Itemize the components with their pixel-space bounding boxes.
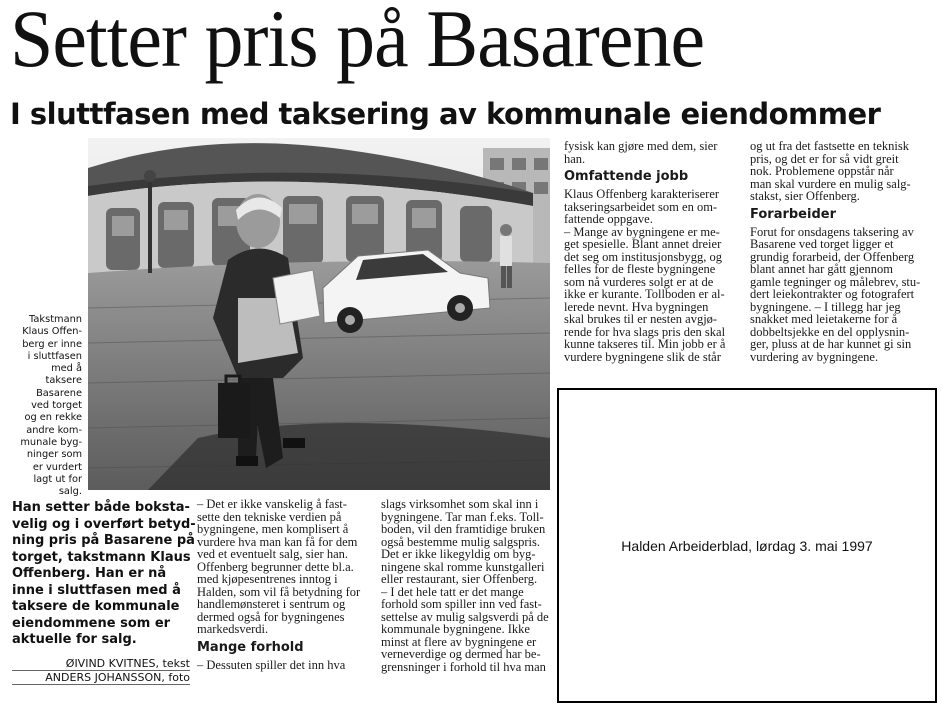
text-line: – I det hele tatt er det mange <box>381 584 524 599</box>
subhead-mange-forhold: Mange forhold <box>197 639 304 655</box>
text-line: bygningene. Tar man f.eks. Toll- <box>381 509 544 524</box>
text-line: som nå vurderes solgt er at de <box>564 274 714 289</box>
text-line: felles for de fleste bygningene <box>564 262 716 276</box>
text-line: minst at flere av bygningene er <box>381 634 537 649</box>
subhead-forarbeider: Forarbeider <box>750 206 836 222</box>
lead-line: eiendommene som er <box>12 615 171 631</box>
text-line: Offenberg begrunner dette bl.a. <box>197 559 354 574</box>
caption-line: er vurdert <box>32 461 82 473</box>
text-line: stakst, sier Offenberg. <box>750 189 860 203</box>
text-line: grundig forarbeid, der Offenberg <box>750 249 915 264</box>
text-line: dobbeltsjekke en del opplysnin- <box>750 324 910 339</box>
text-line: kunne takseres til. Min jobb er å <box>564 337 726 351</box>
text-line: rende for hva slags pris den skal <box>564 324 726 339</box>
text-line: takseringsarbeidet som en om- <box>564 199 718 214</box>
text-line: – Det er ikke vanskelig å fast- <box>197 497 347 511</box>
text-line: ikke er kurante. Tollboden er al- <box>564 287 725 301</box>
source-note: Halden Arbeiderblad, lørdag 3. mai 1997 <box>621 537 873 554</box>
byline <box>12 657 190 685</box>
text-line: lerede nevnt. Hva bygningen <box>564 299 709 314</box>
text-line: Basarene ved torget ligger et <box>750 237 894 251</box>
caption-line: i sluttfasen <box>27 350 82 362</box>
text-line: gamle tegninger og målebrev, stu- <box>750 274 921 289</box>
text-line: Forut for onsdagens taksering av <box>750 224 914 239</box>
text-line: sette den tekniske verdien på <box>197 509 342 524</box>
text-line: blant annet har gått gjennom <box>750 262 894 276</box>
text-line: – Dessuten spiller det inn hva <box>197 657 346 672</box>
text-line: settelse av mulig salgsverdi på de <box>381 609 549 624</box>
text-line: nok. Problemene oppstår når <box>750 164 894 178</box>
photo-caption <box>12 314 82 498</box>
caption-line: lagt ut for <box>33 473 82 485</box>
text-line: ved et eventuelt salg, sier han. <box>197 547 348 561</box>
caption-line: ved torget <box>31 400 82 412</box>
text-line: grensninger i forhold til hva man <box>381 659 546 674</box>
text-line: han. <box>564 151 586 166</box>
text-line: og ut fra det fastsette en teknisk <box>750 139 909 153</box>
text-line: boden, vil den framtidige bruken <box>381 522 546 536</box>
lead-line: Han setter både boksta- <box>12 500 190 515</box>
text-line: snakket med leietakerne for å <box>750 312 898 326</box>
text-line: også bestemme mulig salgspris. <box>381 534 541 549</box>
text-line: verneverdige og dermed har be- <box>381 647 541 661</box>
text-line: dermed også for bygningenes <box>197 609 345 624</box>
text-line: ningene skal romme kunstgalleri <box>381 559 545 574</box>
text-line: fysisk kan gjøre med dem, sier <box>564 139 718 153</box>
caption-line: salg. <box>58 486 82 498</box>
caption-line: Klaus Offen- <box>22 326 82 338</box>
text-line: skal brukes til er nesten avgjø- <box>564 312 718 326</box>
headline: Setter pris på Basarene <box>10 0 705 84</box>
lead-line: taksere de kommunale <box>12 599 180 614</box>
byline-photo: ANDERS JOHANSSON, foto <box>12 671 190 685</box>
lead-line: inne i sluttfasen med å <box>12 582 181 598</box>
column-top-b <box>750 140 940 363</box>
text-line: bygningene. – I tillegg har jeg <box>750 299 901 314</box>
text-line: bygningene, men komplisert å <box>197 522 349 536</box>
column-top-a <box>564 140 742 363</box>
caption-line: Basarene <box>36 387 82 399</box>
text-line: ger, pluss at de har kunnet gi sin <box>750 337 912 351</box>
source-note-box <box>557 388 937 703</box>
caption-line: munale byg- <box>20 436 82 448</box>
text-line: handlemønsteret i sentrum og <box>197 597 346 611</box>
text-line: man skal vurdere en mulig salg- <box>750 176 911 191</box>
lead-paragraph <box>12 500 196 649</box>
text-line: slags virksomhet som skal inn i <box>381 497 539 511</box>
caption-line: med å <box>51 363 82 375</box>
text-line: – Mange av bygningene er me- <box>564 224 720 239</box>
text-line: det seg om institusjonsbygg, og <box>564 249 722 264</box>
text-line: get spesielle. Blant annet dreier <box>564 237 722 251</box>
article-photo <box>88 138 550 490</box>
caption-line: og en rekke <box>24 412 82 424</box>
caption-line: ninger som <box>26 449 82 461</box>
column-mid-lower <box>197 498 377 671</box>
lead-line: ning pris på Basarene på <box>12 533 195 548</box>
text-line: Klaus Offenberg karakteriserer <box>564 187 720 201</box>
lead-line: Offenberg. Han er nå <box>12 566 167 581</box>
text-line: fattende oppgave. <box>564 212 653 226</box>
text-line: dert leiekontrakter og fotografert <box>750 287 915 301</box>
caption-line: taksere <box>45 375 82 387</box>
caption-line: andre kom- <box>26 424 82 436</box>
text-line: eller restaurant, sier Offenberg. <box>381 572 538 586</box>
text-line: kommunale bygningene. Ikke <box>381 622 530 636</box>
text-line: Halden, som vil få betydning for <box>197 584 361 599</box>
text-line: forhold som spiller inn ved fast- <box>381 597 542 611</box>
text-line: vurdere bygningene slik de står <box>564 349 721 364</box>
photo-illustration <box>88 138 550 490</box>
text-line: Det er ikke likegyldig om byg- <box>381 547 536 561</box>
text-line: vurdering av bygningene. <box>750 349 879 364</box>
lead-line: aktuelle for salg. <box>12 632 137 647</box>
lead-line: velig og i overført betyd- <box>12 516 196 532</box>
text-line: markedsverdi. <box>197 622 269 636</box>
caption-line: Takstmann <box>29 314 82 325</box>
caption-line: berg er inne <box>22 338 82 350</box>
column-right-lower <box>381 498 553 673</box>
subhead-omfattende-jobb: Omfattende jobb <box>564 169 689 184</box>
text-line: pris, og det er for så vidt greit <box>750 151 899 166</box>
byline-text: ØIVIND KVITNES, tekst <box>12 657 190 671</box>
subheadline: I sluttfasen med taksering av kommunale eiendommer <box>10 97 881 131</box>
lead-line: torget, takstmann Klaus <box>12 549 191 565</box>
text-line: med kjøpesentrenes inntog i <box>197 572 338 586</box>
text-line: vurdere hva man kan få for dem <box>197 534 358 549</box>
